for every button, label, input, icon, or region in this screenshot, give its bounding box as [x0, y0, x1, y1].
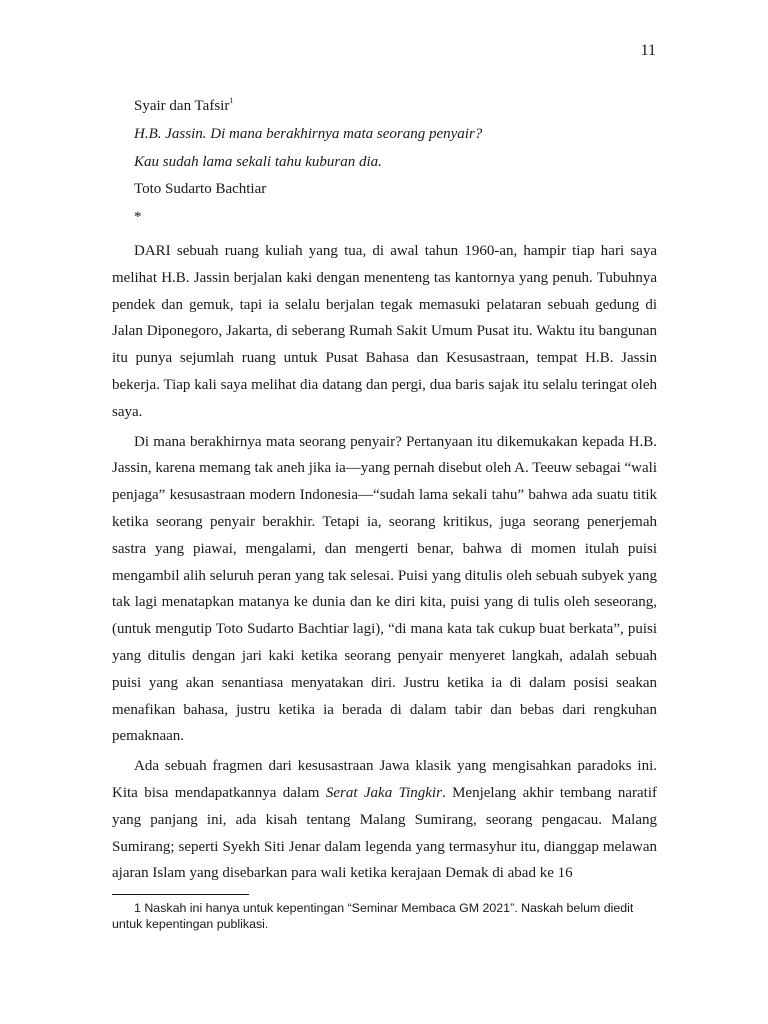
paragraph-2: Di mana berakhirnya mata seorang penyair? Pertanyaan itu dikemukakan kepada H.B. Jassin, karena memang tak aneh jika ia—yang pernah disebut oleh A. Teeuw sebagai “wali penjaga” kesusastraan modern Indonesia—“sudah lama sekali tahu” bahwa ada suatu titik ketika seorang penyair berakhir. Tetapi ia, seorang kritikus, juga seorang penerjemah sastra yang piawai, mengalami, dan mengerti benar, bahwa di momen itulah puisi mengambil alih seluruh peran yang tak selesai. Puisi yang ditulis oleh sebuah subyek yang tak lagi menatapkan matanya ke dunia dan ke diri kita, puisi yang di tulis oleh seseorang, (untuk mengutip Toto Sudarto Bachtiar lagi), “di mana kata tak cukup buat berkata”, puisi yang ditulis dengan jari kaki ketika seorang penyair menyeret langkah, adalah sebuah puisi yang akan senantiasa menyatakan diri. Justru ketika ia di dalam posisi seakan menafikan bahasa, justru ketika ia berada di dalam tabir dan bebas dari rengkuhan pemaknaan.	[112, 433, 657, 745]
footnote-text: Naskah ini hanya untuk kepentingan “Seminar Membaca GM 2021”. Naskah belum diedit untuk kepentingan publikasi.	[112, 901, 634, 931]
page-number: 11	[640, 42, 656, 59]
footnote-number: 1	[134, 901, 141, 915]
epigraph-title	[112, 93, 657, 121]
paragraph-3-text-start: Ada sebuah fragmen dari kesusastraan Jawa klasik yang mengisahkan paradoks ini. Kita bisa mendapatkannya dalam	[112, 758, 657, 801]
body-text	[112, 93, 657, 887]
epigraph-author: Toto Sudarto Bachtiar	[134, 181, 267, 198]
paragraph-3-text-end: . Menjelang akhir tembang naratif yang panjang ini, ada kisah tentang Malang Sumirang, seorang pengacau. Malang Sumirang; seperti Syekh Siti Jenar dalam legenda yang termasyhur itu, dianggap melawan ajaran Islam yang disebarkan para wali ketika kerajaan Demak di abad ke 16	[112, 784, 658, 882]
epigraph-line-2: Kau sudah lama sekali tahu kuburan dia.	[134, 153, 382, 170]
paragraph-1: DARI sebuah ruang kuliah yang tua, di awal tahun 1960-an, hampir tiap hari saya melihat H.B. Jassin berjalan kaki dengan menenteng tas kantornya yang penuh. Tubuhnya pendek dan gemuk, tapi ia selalu berjalan tegak memasuki pelataran sebuah gedung di Jalan Diponegoro, Jakarta, di seberang Rumah Sakit Umum Pusat itu. Waktu itu bangunan itu punya sejumlah ruang untuk Pusat Bahasa dan Kesusastraan, tempat H.B. Jassin bekerja. Tiap kali saya melihat dia datang dan pergi, dua baris sajak itu selalu teringat oleh saya.	[112, 242, 657, 420]
footnote-divider	[112, 894, 249, 895]
epigraph-title-text: Syair dan Tafsir	[134, 98, 230, 114]
epigraph-line-1: H.B. Jassin. Di mana berakhirnya mata seorang penyair?	[134, 125, 483, 142]
footnote	[112, 900, 657, 932]
book-title: Serat Jaka Tingkir	[325, 784, 442, 801]
section-separator: *	[134, 209, 142, 226]
footnote-reference: 1	[229, 96, 234, 105]
paragraph-3	[112, 753, 657, 887]
